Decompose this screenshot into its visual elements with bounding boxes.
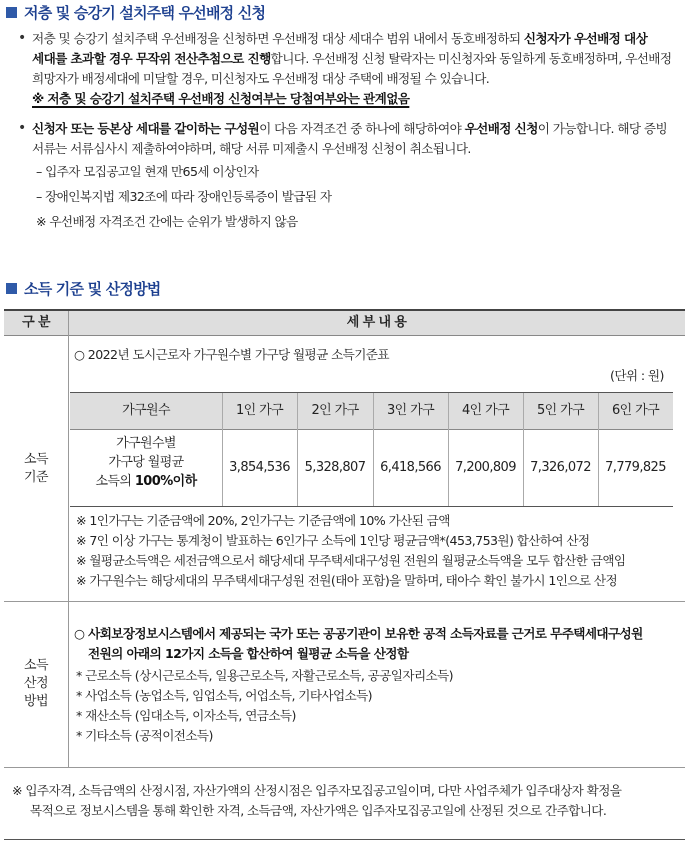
- bullet-icon: •: [18, 30, 26, 46]
- row-divider: [4, 601, 685, 602]
- section-title-text: 소득 기준 및 산정방법: [24, 279, 161, 298]
- income-note: ※ 7인 이상 가구는 통계청이 발표하는 6인가구 소득에 1인당 평균금액*(453,753원) 합산하여 산정: [76, 533, 590, 548]
- para1-line1: 저층 및 승강기 설치주택 우선배정을 신청하면 우선배정 대상 세대수 범위 내에서 동호배정하되 신청자가 우선배정 대상: [32, 31, 648, 46]
- header-category: 구 분: [22, 315, 50, 330]
- income-item: * 근로소득 (상시근로소득, 일용근로소득, 자활근로소득, 공공일자리소득): [76, 668, 453, 683]
- square-bullet-icon: [6, 7, 17, 18]
- para1-note: ※ 저층 및 승강기 설치주택 우선배정 신청여부는 당첨여부와는 관계없음: [32, 91, 410, 106]
- para1-line3: 희망자가 배정세대에 미달할 경우, 미신청자도 우선배정 대상 주택에 배정될 수 있습니다.: [32, 71, 490, 86]
- income-item: * 사업소득 (농업소득, 임업소득, 어업소득, 기타사업소득): [76, 688, 372, 703]
- table-header-row: [4, 311, 685, 336]
- income-value-6: 7,779,825: [605, 460, 666, 475]
- income-note: ※ 월평균소득액은 세전금액으로서 해당세대 무주택세대구성원 전원의 월평균소득액을 모두 합산한 금액임: [76, 553, 626, 568]
- header-details: 세 부 내 용: [346, 315, 407, 330]
- income-note: ※ 1인가구는 기준금액에 20%, 2인가구는 기준금액에 10% 가산된 금액: [76, 513, 450, 528]
- square-bullet-icon: [6, 283, 17, 294]
- condition-disability: – 장애인복지법 제32조에 따라 장애인등록증이 발급된 자: [36, 189, 332, 204]
- bullet-icon: •: [18, 120, 26, 136]
- inner-header: 3인 가구: [386, 403, 435, 418]
- income-standard-table: [70, 392, 673, 507]
- para2-line1: 신청자 또는 등본상 세대를 같이하는 구성원이 다음 자격조건 중 하나에 해당하여야 우선배정 신청이 가능합니다. 해당 증빙: [32, 121, 668, 136]
- inner-header: 1인 가구: [235, 403, 284, 418]
- income-note: ※ 가구원수는 해당세대의 무주택세대구성원 전원(태아 포함)을 말하며, 태아수 확인 불가시 1인으로 산정: [76, 573, 618, 588]
- inner-header: 가구원수: [122, 403, 170, 418]
- condition-note: ※ 우선배정 자격조건 간에는 순위가 발생하지 않음: [36, 214, 298, 229]
- income-value-1: 3,854,536: [229, 460, 290, 475]
- para2-line2: 서류는 서류심사시 제출하여야하며, 해당 서류 미제출시 우선배정 신청이 취소됩니다.: [32, 141, 471, 156]
- section-title-income: [4, 278, 160, 298]
- row-divider: [4, 767, 685, 768]
- condition-age: – 입주자 모집공고일 현재 만65세 이상인자: [36, 164, 259, 179]
- income-item: * 기타소득 (공적이전소득): [76, 728, 213, 743]
- income-standard-intro: ○ 2022년 도시근로자 가구원수별 가구당 월평균 소득기준표: [74, 347, 389, 362]
- income-value-2: 5,328,807: [304, 460, 366, 475]
- inner-header: 6인 가구: [611, 403, 660, 418]
- para1-line2: 세대를 초과할 경우 무작위 전산추첨으로 진행합니다. 우선배정 신청 탈락자는 미신청자와 동일하게 동호배정하며, 우선배정: [32, 51, 672, 66]
- method-intro-line2: 전원의 아래의 12가지 소득을 합산하여 월평균 소득을 산정함: [88, 646, 409, 661]
- income-value-5: 7,326,072: [530, 460, 591, 475]
- inner-row-label: 가구원수별 가구당 월평균 소득의 100%이하: [95, 436, 197, 489]
- income-item: * 재산소득 (임대소득, 이자소득, 연금소득): [76, 708, 296, 723]
- inner-header: 5인 가구: [536, 403, 585, 418]
- footer-note-line2: 목적으로 정보시스템을 통해 확인한 자격, 소득금액, 자산가액은 입주자모집공고일에 산정된 것으로 간주합니다.: [30, 803, 607, 818]
- footer-note-line1: ※ 입주자격, 소득금액의 산정시점, 자산가액의 산정시점은 입주자모집공고일이며, 다만 사업주체가 입주대상자 확정을: [12, 783, 622, 798]
- income-value-3: 6,418,566: [380, 460, 441, 475]
- row-label-income-method: 소득 산정 방법: [24, 658, 48, 709]
- section-title-priority: [4, 2, 265, 22]
- column-divider: [68, 311, 69, 767]
- income-value-4: 7,200,809: [455, 460, 516, 475]
- inner-header: 4인 가구: [461, 403, 510, 418]
- inner-header-row: [70, 393, 673, 430]
- row-label-income-standard: 소득 기준: [24, 452, 48, 485]
- unit-label: (단위 : 원): [610, 368, 664, 383]
- section-title-text: 저층 및 승강기 설치주택 우선배정 신청: [24, 3, 266, 22]
- method-intro-line1: ○ 사회보장정보시스템에서 제공되는 국가 또는 공공기관이 보유한 공적 소득자료를 근거로 무주택세대구성원: [74, 626, 643, 641]
- inner-header: 2인 가구: [311, 403, 359, 418]
